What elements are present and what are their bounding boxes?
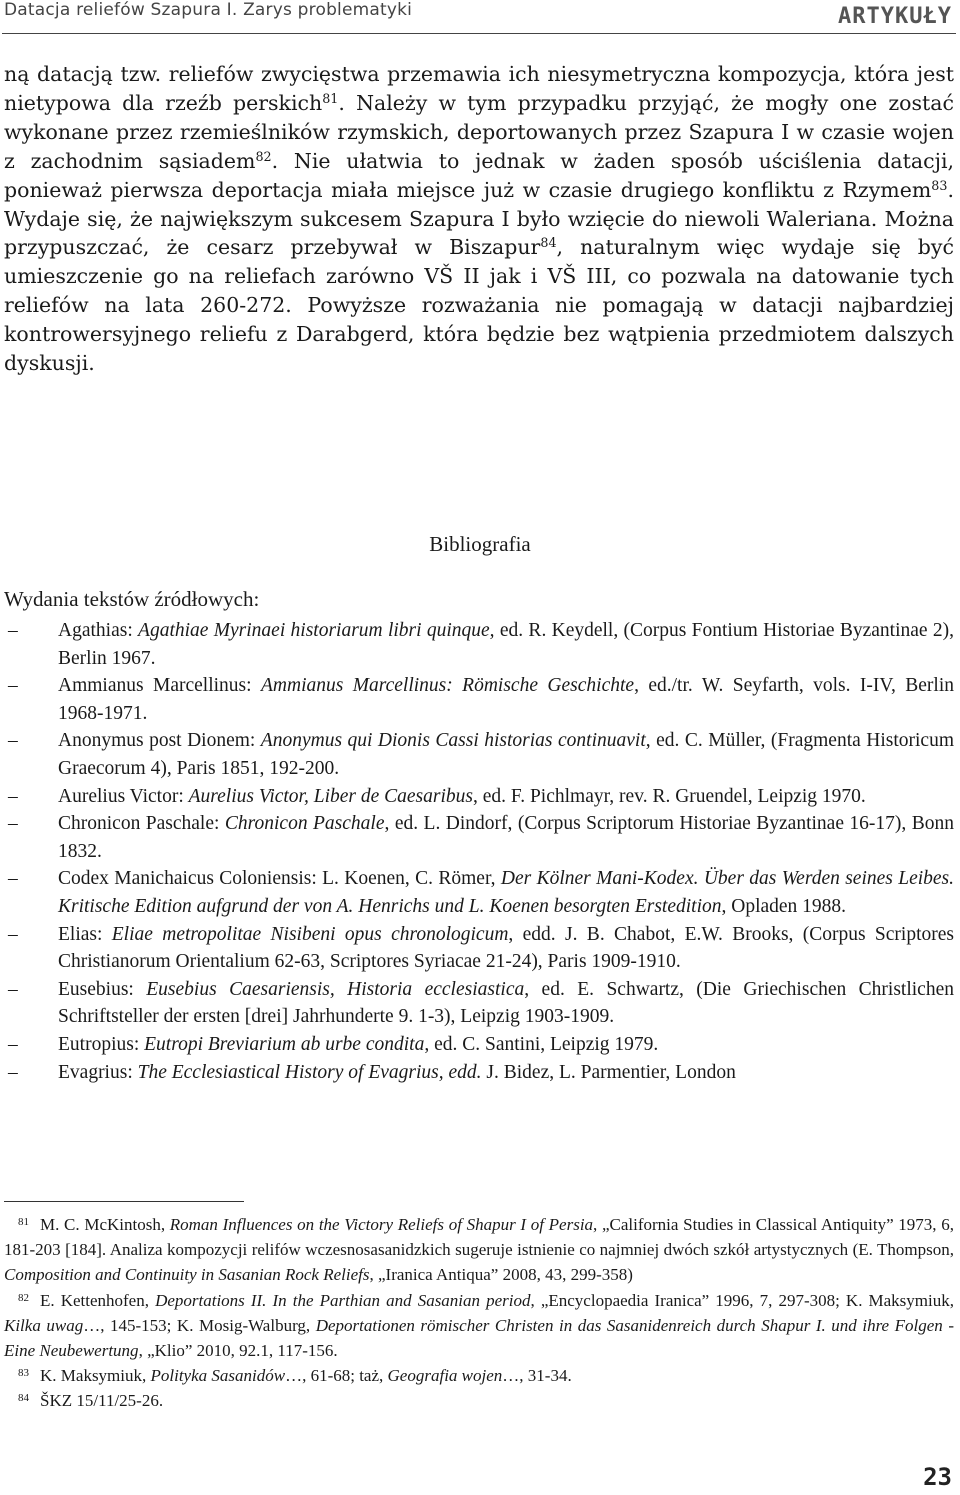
entry-author: Evagrius:: [58, 1061, 138, 1083]
entry-details: ed. R. Keydell, (Corpus Fontium Historiae Byzantinae 2), Berlin 1967.: [58, 620, 954, 669]
list-dash: –: [8, 1033, 18, 1055]
body-text-segment: ną datacją tzw. reliefów zwycięstwa przemawia ich niesymetryczna kompozycja, która jest nietypowa dla rzeźb perskich: [4, 62, 954, 115]
footnote-text: , „Klio” 2010, 92.1, 117-156.: [138, 1341, 338, 1361]
footnote-title: Deportations II. In the Parthian and Sasanian period: [155, 1290, 531, 1310]
bibliography-entry: [4, 783, 954, 811]
entry-author: Elias:: [58, 923, 112, 945]
list-dash: –: [8, 923, 18, 945]
footnote-title: Kilka uwag: [4, 1315, 84, 1335]
entry-details: , Opladen 1988.: [721, 895, 847, 917]
footnote-81: 81 M. C. McKintosh, Roman Influences on the Victory Reliefs of Shapur I of Persia, „California Studies in Classical Antiquity” 1973, 6, 181-203 [184]. Analiza kompozycji relifów wczesnosasanidzkich sugeruje istnienie co najmniej dwóch szkół artystycznych (E. Thompson, Composition and Continuity in Sasanian Rock Reliefs, „Iranica Antiqua” 2008, 43, 299-358): [4, 1215, 954, 1285]
entry-details: , ed. F. Pichlmayr, rev. R. Gruendel, Leipzig 1970.: [473, 785, 866, 807]
bibliography-entry: [4, 810, 954, 865]
entry-title: Der Kölner Mani-Kodex. Über das Werden seines Leibes. Kritische Edition aufgrund der von A. Henrichs und L. Koenen besorgten Erstedition: [58, 868, 955, 917]
entry-title: Ammianus Marcellinus: Römische Geschichte: [261, 675, 635, 697]
list-dash: –: [8, 1061, 18, 1083]
entry-author: Agathias:: [58, 620, 139, 641]
entry-title: Eliae metropolitae Nisibeni opus chronologicum: [111, 923, 509, 945]
body-text-segment: , naturalnym więc wydaje się być umieszczenie go na reliefach zarówno VŠ II jak i VŠ III, co pozwala na datowanie tych reliefów na lata 260-272. Powyższe rozważania nie pomagają w datacji najbardziej kontrowersyjnego reliefu z Darabgerd, która będzie bez wątpienia przedmiotem dalszych dyskusji.: [4, 235, 954, 376]
footnote-title: Geografia wojen: [387, 1366, 503, 1386]
footnote-text: …, 61-68; taż,: [285, 1366, 388, 1386]
list-dash: –: [8, 730, 18, 752]
entry-title: Aurelius Victor, Liber de Caesaribus: [188, 785, 473, 807]
body-text-segment: . Nie ułatwia to jednak w żaden sposób uściślenia datacji, ponieważ pierwsza deportacja miała miejsce już w czasie drugiego konfliktu z Rzymem: [4, 148, 955, 202]
footnote-83: 83 K. Maksymiuk, Polityka Sasanidów…, 61-68; taż, Geografia wojen…, 31-34.: [18, 1366, 572, 1386]
entry-author: Anonymus post Dionem:: [58, 730, 261, 752]
footnote-text: ŠKZ 15/11/25-26.: [40, 1391, 164, 1411]
bibliography-entry: [4, 976, 954, 1031]
footnote-ref-82[interactable]: 82: [255, 148, 272, 164]
entry-author: Eutropius:: [58, 1033, 145, 1055]
bibliography-heading: Bibliografia: [429, 532, 531, 556]
entry-title: Eutropi Breviarium ab urbe condita: [144, 1033, 425, 1055]
list-dash: –: [8, 675, 18, 697]
running-title: Datacja reliefów Szapura I. Zarys problematyki: [4, 0, 413, 20]
page-header: [0, 0, 960, 34]
bibliography-entry: [4, 1031, 954, 1059]
footnote-title: Polityka Sasanidów: [150, 1366, 286, 1386]
footnote-separator: [4, 1201, 244, 1202]
entry-details: , ed. L. Dindorf, (Corpus Scriptorum Historiae Byzantinae 16-17), Bonn 1832.: [58, 813, 955, 862]
entry-details: , ed. E. Schwartz, (Die Griechischen Christlichen Schriftsteller der ersten [drei] Jahrhunderte 9. 1-3), Leipzig 1903-1909.: [58, 978, 954, 1028]
footnote-text: , „Iranica Antiqua” 2008, 43, 299-358): [369, 1265, 633, 1285]
list-dash: –: [8, 785, 18, 807]
body-text-segment: . Wydaje się, że największym sukcesem Szapura I było wzięcie do niewoli Waleriana. Można przypuszczać, że cesarz przebywał w Biszapur: [4, 177, 954, 260]
page-number: 23: [923, 1463, 952, 1491]
entry-details: , ed. C. Müller, (Fragmenta Historicum Graecorum 4), Paris 1851, 192-200.: [58, 730, 955, 779]
footnote-82: 82 E. Kettenhofen, Deportations II. In the Parthian and Sasanian period, „Encyclopaedia Iranica” 1996, 7, 297-308; K. Maksymiuk, Kilka uwag…, 145-153; K. Mosig-Walburg, Deportationen römischer Christen in das Sasanidenreich durch Shapur I. und ihre Folgen - Eine Neubewertung, „Klio” 2010, 92.1, 117-156.: [4, 1290, 954, 1361]
entry-author: Chronicon Paschale:: [58, 813, 225, 835]
body-text-segment: . Należy w tym przypadku przyjąć, że mogły one zostać wykonane przez rzemieślników rzymskich, deportowanych przez Szapura I w czasie wojen z zachodnim sąsiadem: [4, 90, 954, 173]
bibliography-entry: [4, 617, 954, 672]
footnote-text: E. Kettenhofen,: [40, 1290, 156, 1310]
footnote-84: 84 ŠKZ 15/11/25-26.: [18, 1391, 164, 1411]
entry-details: , ed./tr. W. Seyfarth, vols. I-IV, Berlin 1968-1971.: [58, 675, 955, 724]
footnote-text: , „California Studies in Classical Antiquity” 1973, 6, 181-203 [184]. Analiza kompozycji relifów wczesnosasanidzkich sugeruje istnienie co najmniej dwóch szkół artystycznych (E. Thompson,: [4, 1215, 954, 1260]
footnote-text: K. Maksymiuk,: [40, 1366, 151, 1386]
footnote-title: Composition and Continuity in Sasanian Rock Reliefs: [4, 1265, 370, 1285]
entry-title: The Ecclesiastical History of Evagrius, edd.: [137, 1061, 482, 1083]
entry-author: Codex Manichaicus Coloniensis: L. Koenen, C. Römer,: [58, 868, 501, 890]
list-dash: –: [8, 978, 18, 1000]
entry-details: , edd. J. B. Chabot, E.W. Brooks, (Corpus Scriptores Christianorum Orientalium 62-63, Scriptores Syriacae 21-24), Paris 1909-1910.: [58, 923, 954, 973]
entry-author: Aurelius Victor:: [58, 785, 189, 807]
entry-author: Ammianus Marcellinus:: [58, 675, 261, 697]
bibliography-entry: [4, 865, 954, 920]
bibliography-entry: [4, 672, 954, 727]
footnote-title: Deportationen römischer Christen in das Sasanidenreich durch Shapur I. und ihre Folgen - Eine Neubewertung: [4, 1315, 954, 1361]
bibliography-subheading: Wydania tekstów źródłowych:: [4, 587, 260, 611]
footnote-text: …, 145-153; K. Mosig-Walburg,: [83, 1315, 316, 1335]
entry-author: Eusebius:: [58, 978, 147, 1000]
bibliography-entry: [4, 727, 954, 782]
bibliography-entry: [4, 921, 954, 976]
entry-title: Eusebius Caesariensis, Historia ecclesiastica: [146, 978, 525, 1000]
footnote-text: , „Encyclopaedia Iranica” 1996, 7, 297-308; K. Maksymiuk,: [530, 1290, 954, 1310]
bibliography-entry: [4, 1059, 954, 1087]
body-paragraph: [4, 60, 954, 378]
entry-title: Anonymus qui Dionis Cassi historias continuavit: [260, 730, 646, 752]
entry-details: , ed. C. Santini, Leipzig 1979.: [424, 1033, 659, 1055]
entry-title: Chronicon Paschale: [224, 813, 385, 835]
footnote-ref-84[interactable]: 84: [540, 235, 557, 251]
header-rule: [2, 33, 956, 34]
bibliography-list: [4, 617, 954, 1086]
footnote-text: M. C. McKintosh,: [40, 1215, 170, 1234]
footnote-text: …, 31-34.: [502, 1366, 572, 1386]
list-dash: –: [8, 868, 18, 890]
footnote-title: Roman Influences on the Victory Reliefs of Shapur I of Persia: [169, 1215, 594, 1234]
entry-details: J. Bidez, L. Parmentier, London: [481, 1061, 736, 1083]
footnotes: [4, 1212, 954, 1414]
footnote-ref-81[interactable]: 81: [322, 90, 339, 106]
list-dash: –: [8, 620, 18, 641]
section-logo: ARTYKUŁY: [838, 4, 952, 29]
footnote-ref-83[interactable]: 83: [931, 177, 948, 193]
entry-title: Agathiae Myrinaei historiarum libri quinque,: [138, 620, 495, 641]
list-dash: –: [8, 813, 18, 835]
